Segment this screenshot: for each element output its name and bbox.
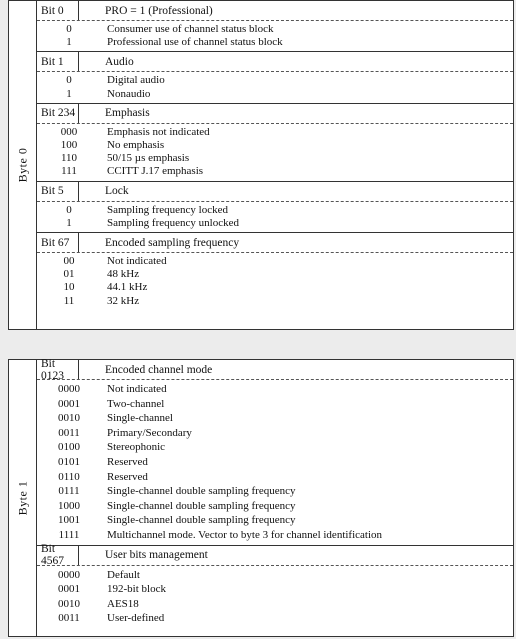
value-row [37,217,513,230]
bit-section [37,357,513,546]
value-rows [37,253,513,310]
value-code: 0010 [58,412,80,425]
value-code: 0011 [58,612,80,625]
value-description: 50/15 µs emphasis [107,152,190,165]
value-row [37,36,513,49]
value-rows [37,566,513,628]
value-description: AES18 [107,597,139,610]
value-code: 111 [61,165,77,178]
value-row [37,499,513,514]
value-code: 10 [63,281,75,294]
bit-section [37,182,513,233]
bit-field-title: User bits management [105,549,208,562]
bit-field-title: PRO = 1 (Professional) [105,4,213,17]
value-description: Multichannel mode. Vector to byte 3 for channel identification [107,528,383,541]
value-row [37,126,513,139]
value-description: Primary/Secondary [107,426,192,439]
value-description: Professional use of channel status block [107,36,283,49]
value-description: Stereophonic [107,441,166,454]
value-code: 0 [66,23,72,35]
value-description: Sampling frequency locked [107,203,228,216]
bit-field-label: Bit 67 [37,233,79,252]
value-rows [37,72,513,102]
value-row [37,411,513,426]
value-row [37,484,513,499]
value-code: 100 [60,139,78,152]
section-header [37,1,513,21]
value-code: 1 [66,87,72,100]
value-code: 0010 [58,597,80,610]
value-row [37,74,513,87]
value-code: 11 [63,294,75,307]
value-description: No emphasis [107,139,165,152]
value-row [37,397,513,412]
value-description: 192-bit block [107,583,166,596]
value-code: 1001 [58,514,80,527]
value-description: Consumer use of channel status block [107,23,274,35]
value-code: 1111 [58,528,80,541]
bit-field-title: Emphasis [105,107,150,120]
section-header [37,543,513,568]
bit-field-title: Encoded sampling frequency [105,236,240,249]
value-description: Nonaudio [107,87,151,100]
value-description: Single-channel double sampling frequency [107,485,296,498]
value-row [37,597,513,612]
byte-0-label-cell [9,1,37,329]
bit-field-label: Bit 234 [37,104,79,123]
value-code: 0000 [58,383,80,395]
bit-section [37,52,513,103]
bit-section [37,233,513,310]
byte-1-label: Byte 1 [15,480,29,516]
bit-section [37,104,513,182]
value-description: User-defined [107,612,165,625]
value-description: Single-channel double sampling frequency [107,499,296,512]
value-description: Two-channel [107,397,165,410]
value-row [37,165,513,178]
value-code: 000 [60,125,78,138]
value-description: Single-channel double sampling frequency [107,514,296,527]
value-code: 0110 [58,470,80,483]
bit-field-label: Bit 1 [37,52,79,71]
byte-0-table [8,0,514,330]
value-rows [37,380,513,545]
byte-0-label: Byte 0 [15,147,29,183]
value-row [37,611,513,626]
value-row [37,255,513,268]
value-code: 0001 [58,397,80,410]
byte-1-label-cell [9,360,37,636]
value-code: 0101 [58,455,80,468]
value-row [37,426,513,441]
value-code: 0100 [58,441,80,454]
value-code: 1000 [58,499,80,512]
value-description: Digital audio [107,74,165,87]
value-description: CCITT J.17 emphasis [107,165,204,178]
value-row [37,513,513,528]
value-description: Not indicated [107,383,167,395]
byte-0-sections [37,1,513,329]
value-code: 0011 [58,426,80,439]
bit-field-title: Lock [105,185,129,198]
value-description: 48 kHz [107,268,140,281]
section-header [37,52,513,72]
bit-section [37,1,513,52]
section-header [37,357,513,382]
value-rows [37,124,513,181]
bit-field-label: Bit 0123 [37,360,79,379]
value-description: Not indicated [107,255,167,268]
value-code: 0 [66,203,72,216]
section-header [37,104,513,124]
value-description: 44.1 kHz [107,281,148,294]
bit-field-label: Bit 0 [37,1,79,20]
value-row [37,152,513,165]
byte-1-sections [37,357,513,636]
value-row [37,23,513,36]
value-row [37,455,513,470]
value-row [37,582,513,597]
bit-field-label: Bit 4567 [37,546,79,565]
value-row [37,470,513,485]
value-code: 0 [66,74,72,87]
value-description: Reserved [107,455,148,468]
value-row [37,139,513,152]
value-rows [37,202,513,232]
byte-1-table [8,359,514,637]
value-row [37,568,513,583]
value-row [37,88,513,101]
value-row [37,440,513,455]
value-row [37,268,513,281]
value-description: Default [107,568,140,581]
value-description: 32 kHz [107,294,140,307]
value-code: 110 [60,152,78,165]
bit-field-label: Bit 5 [37,182,79,201]
value-code: 0111 [58,485,80,498]
value-description: Sampling frequency unlocked [107,216,239,229]
value-row [37,281,513,294]
section-header [37,182,513,202]
value-description: Single-channel [107,412,173,425]
value-code: 00 [63,255,75,268]
bit-section [37,543,513,628]
value-row [37,295,513,308]
bit-field-title: Audio [105,55,134,68]
value-row [37,204,513,217]
value-code: 0001 [58,583,80,596]
value-description: Reserved [107,470,148,483]
value-rows [37,21,513,51]
value-row [37,382,513,397]
value-code: 1 [66,216,72,229]
bit-field-title: Encoded channel mode [105,363,213,376]
section-header [37,233,513,253]
value-code: 0000 [58,568,80,581]
value-description: Emphasis not indicated [107,125,210,138]
value-row [37,528,513,543]
value-code: 01 [63,268,75,281]
value-code: 1 [66,36,72,49]
